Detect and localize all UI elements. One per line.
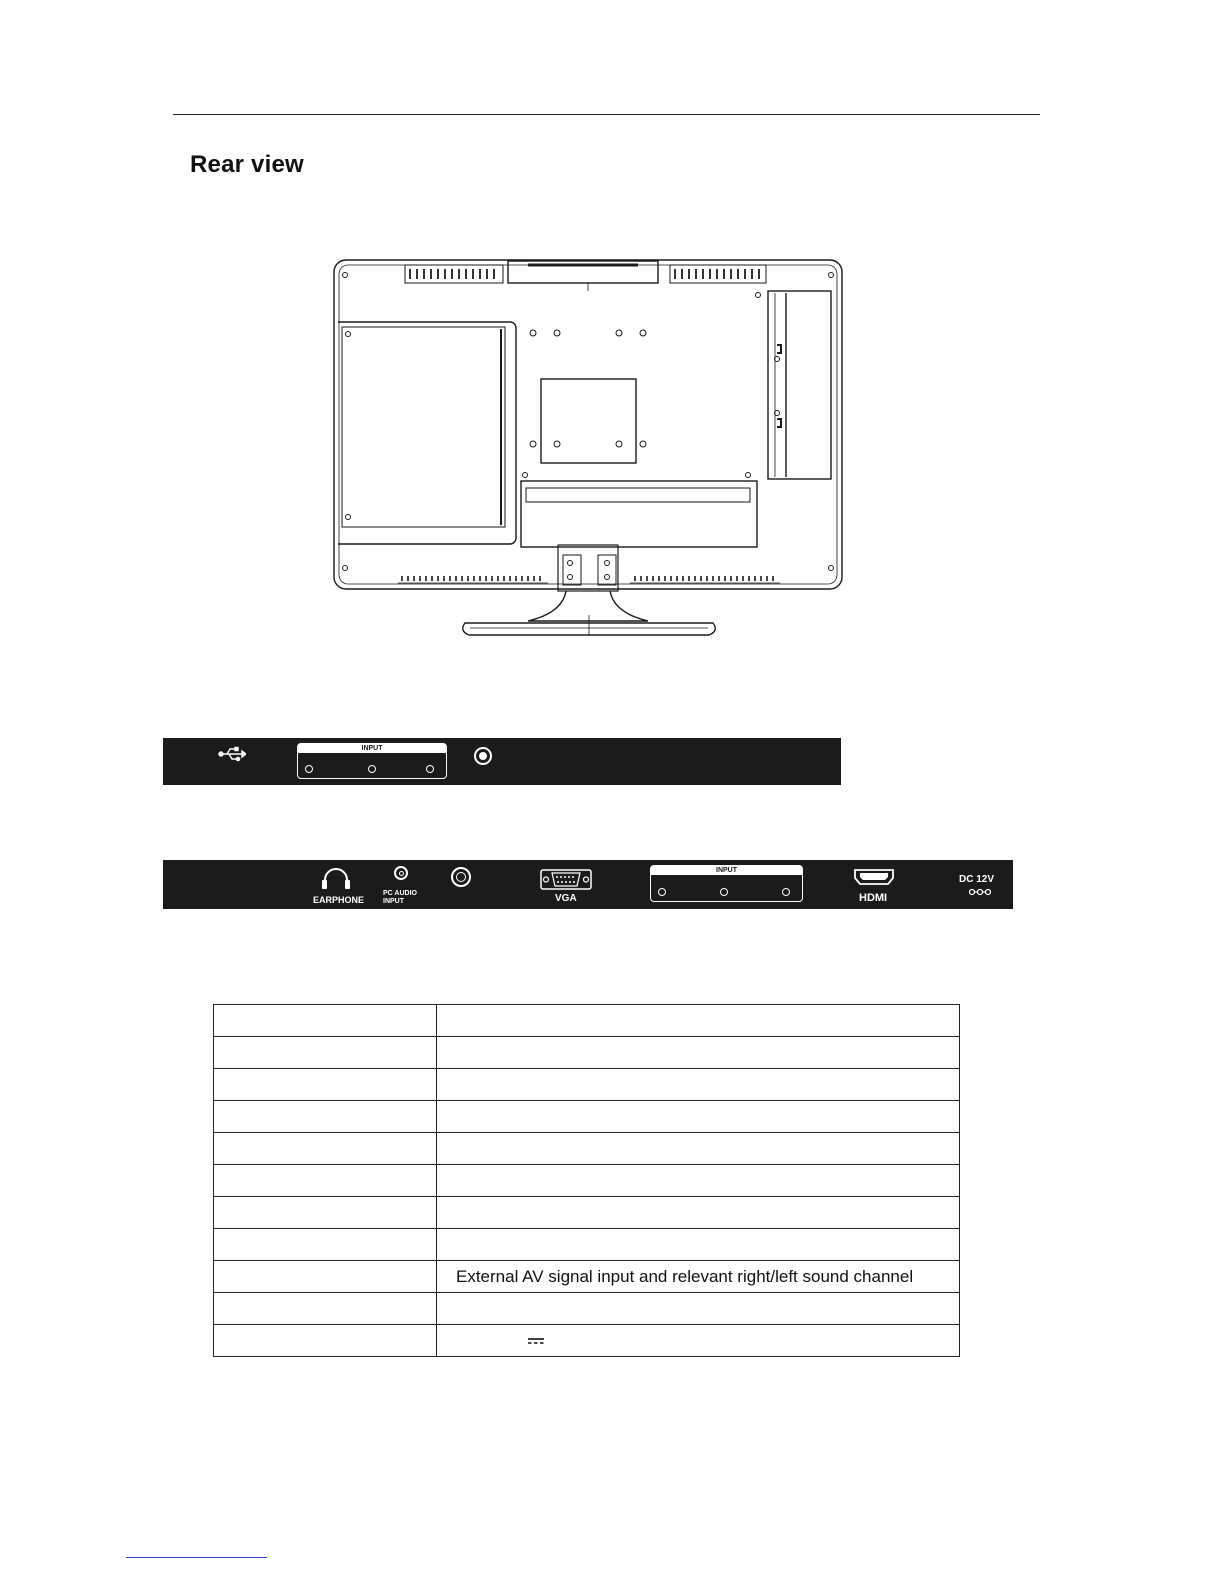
table-row	[214, 1037, 960, 1069]
table-row	[214, 1133, 960, 1165]
connector-table	[213, 1004, 960, 1357]
av-jack	[720, 888, 728, 896]
pc-audio-jack	[394, 866, 408, 880]
table-cell-description	[437, 1165, 960, 1197]
table-cell-name	[214, 1005, 437, 1037]
av-jack	[305, 765, 313, 773]
header-rule	[173, 114, 1040, 115]
coax-jack-icon	[474, 747, 492, 765]
footer-link-underline	[126, 1557, 267, 1558]
table-cell-name	[214, 1229, 437, 1261]
table-cell-name	[214, 1325, 437, 1357]
table-cell-description	[437, 1293, 960, 1325]
table-cell-description	[437, 1325, 960, 1357]
vga-label: VGA	[555, 893, 577, 904]
av-input-label: INPUT	[298, 744, 446, 753]
hdmi-label: HDMI	[859, 892, 888, 904]
table-cell-name	[214, 1165, 437, 1197]
coax-jack-icon	[451, 867, 471, 887]
table-cell-description	[437, 1101, 960, 1133]
table-cell-name	[214, 1293, 437, 1325]
av-jack	[782, 888, 790, 896]
av-input-label: INPUT	[651, 866, 802, 875]
side-connector-panel	[163, 738, 841, 785]
table-cell-name	[214, 1101, 437, 1133]
usb-icon	[218, 746, 246, 762]
table-cell-description	[437, 1037, 960, 1069]
table-cell-description	[437, 1005, 960, 1037]
table-cell-description	[437, 1197, 960, 1229]
table-cell-name	[214, 1261, 437, 1293]
dc-label: DC 12V	[959, 874, 995, 885]
table-cell-name	[214, 1069, 437, 1101]
dc-polarity-icon	[968, 888, 992, 896]
table-cell-name	[214, 1133, 437, 1165]
bottom-connector-panel	[163, 860, 1013, 909]
table-row	[214, 1069, 960, 1101]
table-cell-description	[437, 1133, 960, 1165]
vga-port-icon	[540, 869, 592, 890]
table-row	[214, 1165, 960, 1197]
av-jack	[368, 765, 376, 773]
tv-rear-illustration	[330, 255, 846, 639]
pc-audio-label	[383, 890, 417, 906]
table-row	[214, 1229, 960, 1261]
table-cell-description	[437, 1069, 960, 1101]
table-row	[214, 1293, 960, 1325]
av-jack	[426, 765, 434, 773]
table-row	[214, 1005, 960, 1037]
av-input-box	[650, 865, 803, 902]
table-row	[214, 1261, 960, 1293]
table-row	[214, 1197, 960, 1229]
av-input-box	[297, 743, 447, 779]
table-row	[214, 1101, 960, 1133]
av-jack	[658, 888, 666, 896]
pc-audio-label-line1: PC AUDIO	[383, 890, 417, 897]
dc-symbol-icon	[528, 1337, 544, 1345]
hdmi-port-icon	[853, 868, 895, 886]
earphone-label: EARPHONE	[313, 895, 365, 905]
page-title: Rear view	[190, 151, 304, 178]
table-cell-description	[437, 1261, 960, 1293]
table-cell-description	[437, 1229, 960, 1261]
pc-audio-label-line2: INPUT	[383, 898, 404, 905]
headphone-icon	[321, 866, 351, 890]
table-cell-name	[214, 1037, 437, 1069]
table-row	[214, 1325, 960, 1357]
table-cell-description-text: External AV signal input and relevant right/left sound channel	[456, 1266, 914, 1286]
table-cell-name	[214, 1197, 437, 1229]
